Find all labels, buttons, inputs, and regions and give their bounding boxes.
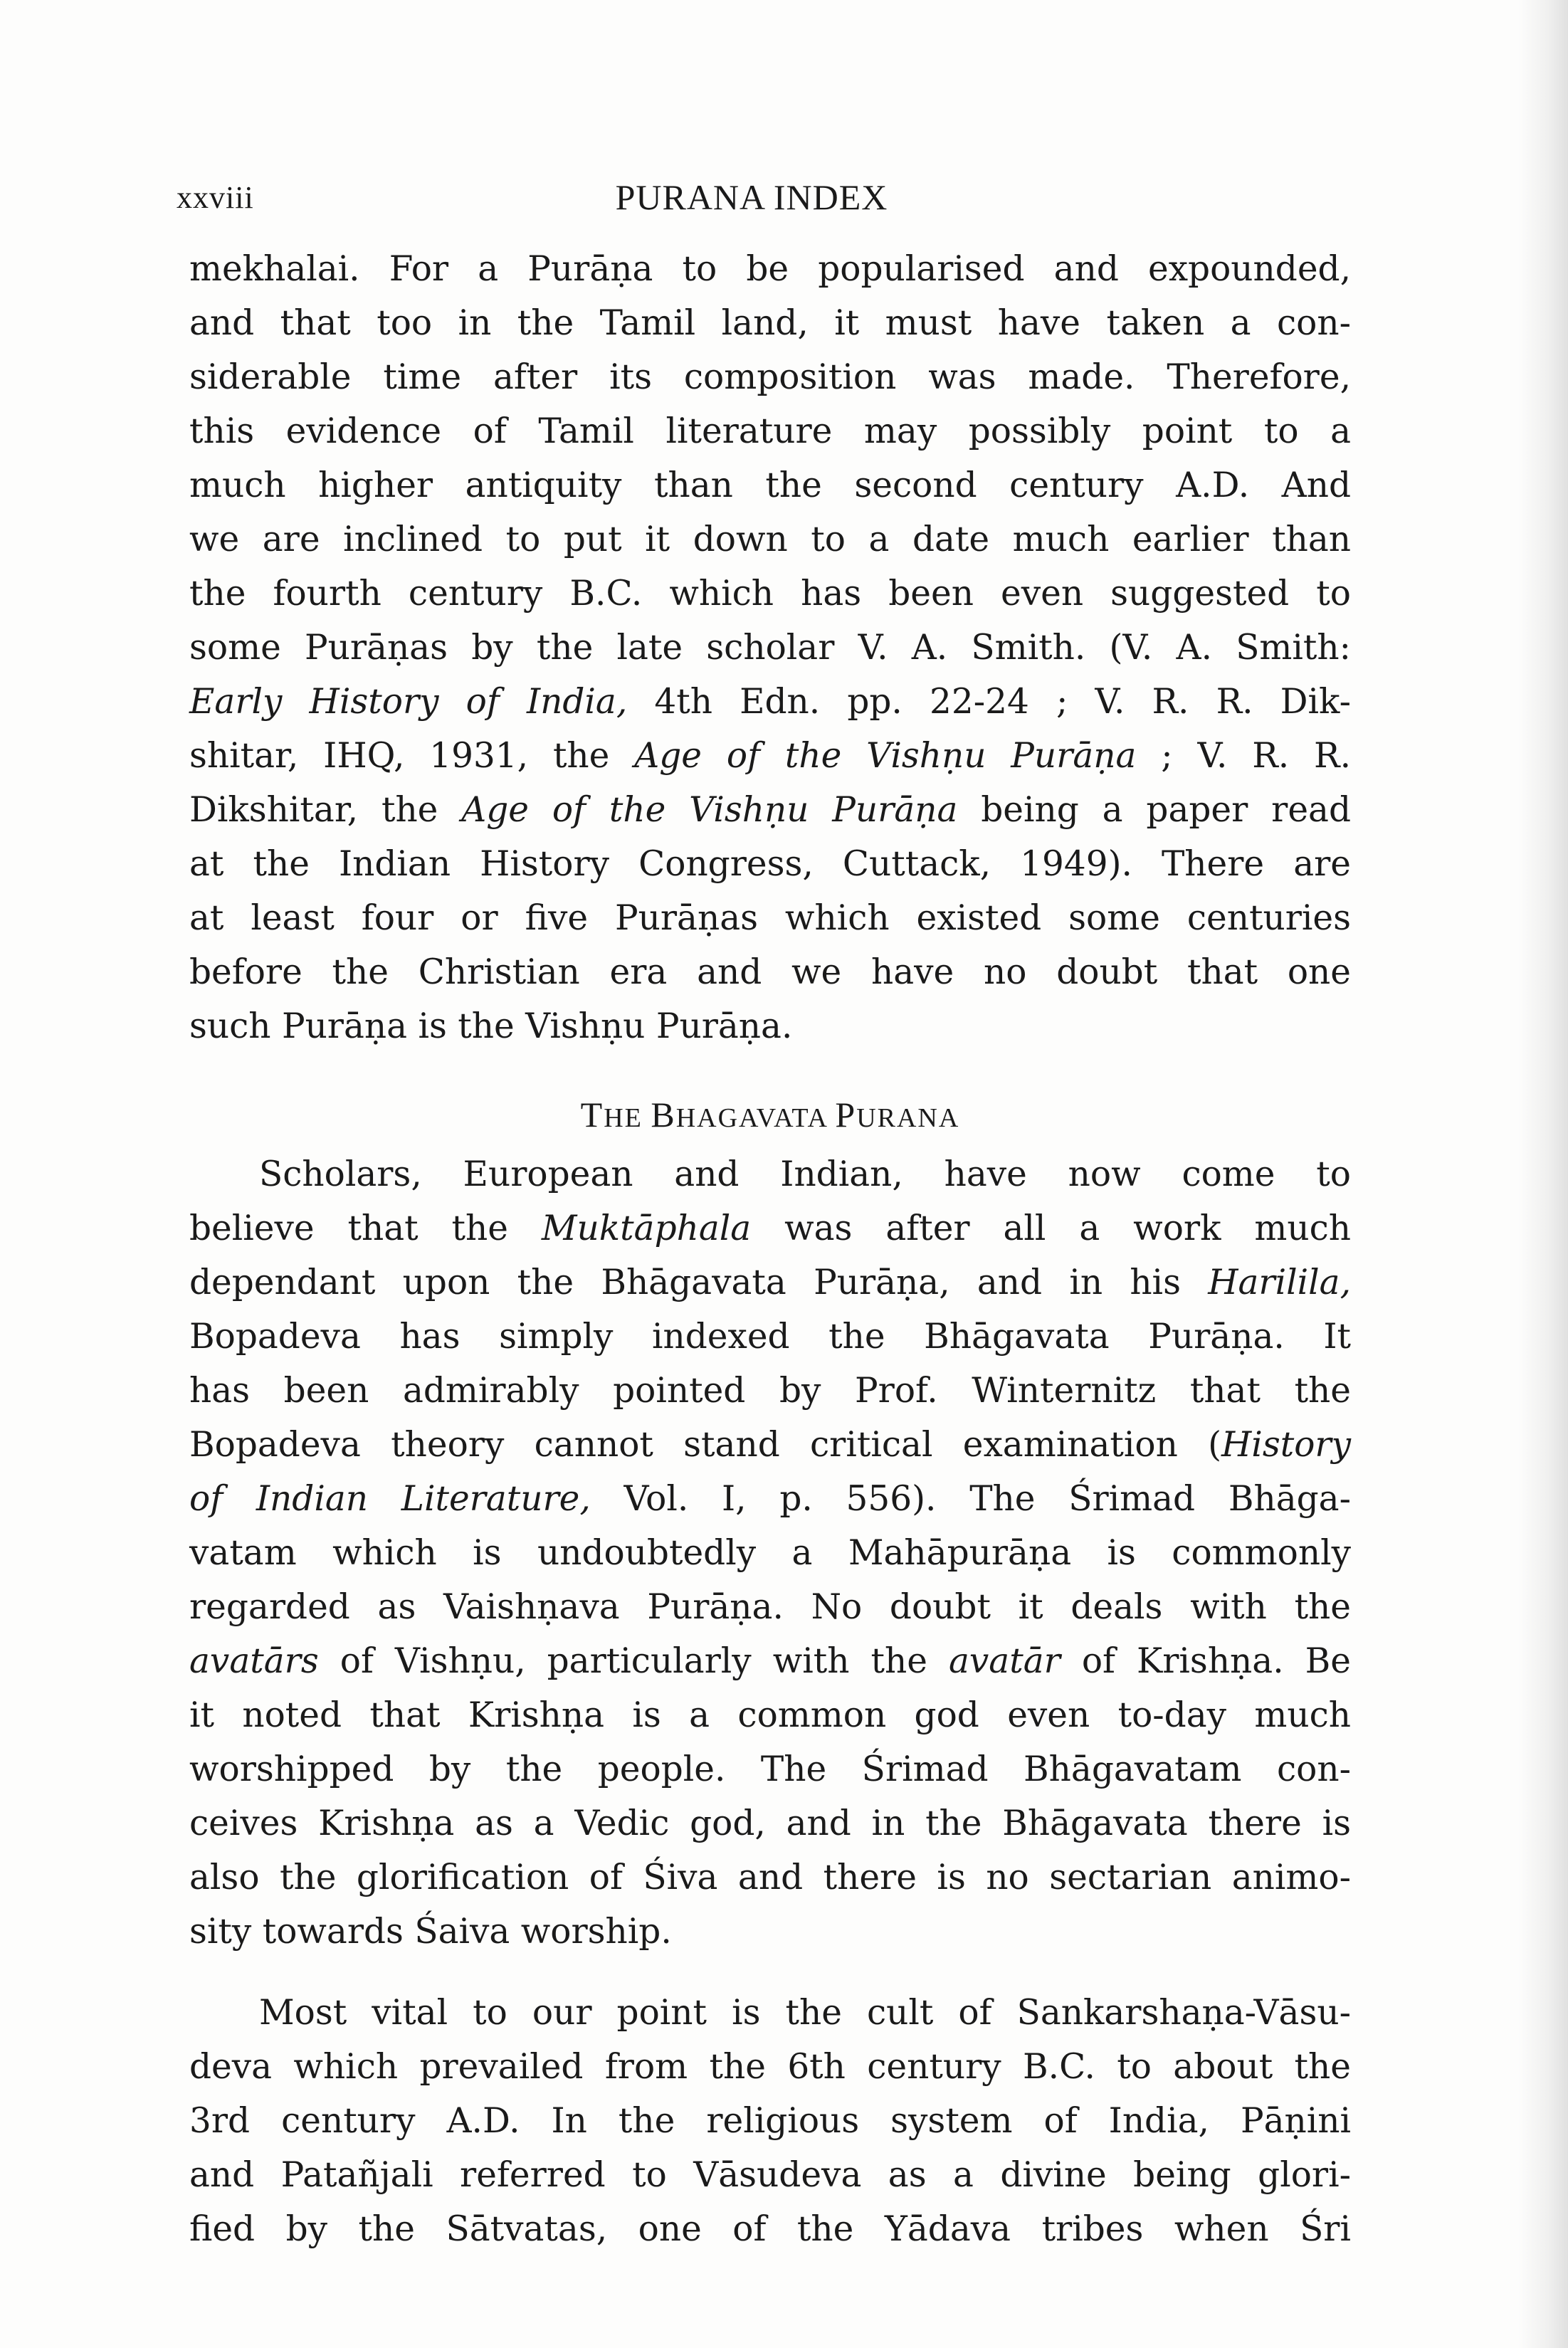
text-line: much higher antiquity than the second century A.D. And: [189, 465, 1351, 505]
text-line: fied by the Sātvatas, one of the Yādava tribes when Śri: [189, 2209, 1351, 2249]
text-span: Dikshitar, the: [189, 790, 462, 830]
text-line: Bopadeva theory cannot stand critical examination (History: [189, 1425, 1351, 1465]
italic-title: Muktāphala: [541, 1209, 752, 1248]
body-text: [189, 242, 1351, 2256]
text-line: [189, 729, 1351, 783]
text-line: of Indian Literature, Vol. I, p. 556). The Śrimad Bhāga-: [189, 1479, 1351, 1519]
text-span: 4th Edn. pp. 22-24 ; V. R. R. Dik-: [627, 682, 1351, 722]
text-line: avatārs of Vishṇu, particularly with the avatār of Krishṇa. Be: [189, 1641, 1351, 1681]
text-line: siderable time after its composition was made. Therefore,: [189, 357, 1351, 397]
text-line: regarded as Vaishṇava Purāṇa. No doubt it deals with the: [189, 1587, 1351, 1627]
text-line: it noted that Krishṇa is a common god even to-day much: [189, 1695, 1351, 1735]
text-line: before the Christian era and we have no doubt that one: [189, 952, 1351, 992]
page-number: xxviii: [177, 180, 254, 215]
text-line: 3rd century A.D. In the religious system of India, Pāṇini: [189, 2101, 1351, 2141]
text-line: [189, 783, 1351, 837]
text-line: also the glorification of Śiva and there is no sectarian animo-: [189, 1858, 1351, 1897]
text-line: deva which prevailed from the 6th century B.C. to about the: [189, 2047, 1351, 2087]
italic-term: avatār: [948, 1641, 1061, 1681]
text-line: Bopadeva has simply indexed the Bhāgavata Purāṇa. It: [189, 1317, 1351, 1357]
text-line: ceives Krishṇa as a Vedic god, and in the Bhāgavata there is: [189, 1804, 1351, 1843]
text-line: at least four or five Purāṇas which existed some centuries: [189, 898, 1351, 938]
italic-term: avatārs: [189, 1641, 319, 1681]
text-span: shitar, IHQ, 1931, the: [189, 736, 635, 776]
page-edge-shadow: [1518, 0, 1568, 2348]
text-line: some Purāṇas by the late scholar V. A. Smith. (V. A. Smith:: [189, 628, 1351, 668]
text-line: mekhalai. For a Purāṇa to be popularised and expounded,: [189, 249, 1351, 289]
text-line: at the Indian History Congress, Cuttack, 1949). There are: [189, 844, 1351, 884]
text-line: and Patañjali referred to Vāsudeva as a divine being glori-: [189, 2155, 1351, 2195]
text-line: believe that the Muktāphala was after all a work much: [189, 1209, 1351, 1248]
italic-title: Early History of India,: [189, 682, 628, 722]
text-line: vatam which is undoubtedly a Mahāpurāṇa is commonly: [189, 1533, 1351, 1573]
section-heading: THE BHAGAVATA PURANA: [580, 1095, 960, 1134]
text-line: and that too in the Tamil land, it must have taken a con-: [189, 303, 1351, 343]
text-line: worshipped by the people. The Śrimad Bhāgavatam con-: [189, 1749, 1351, 1789]
text-line: has been admirably pointed by Prof. Winternitz that the: [189, 1371, 1351, 1411]
text-line: such Purāṇa is the Vishṇu Purāṇa.: [189, 1006, 793, 1046]
text-line: sity towards Śaiva worship.: [189, 1912, 672, 1952]
italic-title: of Indian Literature,: [189, 1479, 591, 1519]
text-span: being a paper read: [957, 790, 1351, 830]
page-header: [177, 171, 1327, 228]
text-line: dependant upon the Bhāgavata Purāṇa, and in his Harilila,: [189, 1263, 1351, 1302]
text-line: we are inclined to put it down to a date much earlier than: [189, 520, 1351, 559]
italic-title: Age of the Vishṇu Purāṇa: [634, 736, 1137, 776]
text-line: [189, 675, 1351, 729]
paragraph-gap: [189, 1959, 1351, 1986]
text-line: the fourth century B.C. which has been even suggested to: [189, 574, 1351, 614]
italic-title: Harilila,: [1208, 1263, 1351, 1302]
italic-title: Age of the Vishṇu Purāṇa: [461, 790, 958, 830]
text-span: ; V. R. R.: [1136, 736, 1351, 776]
text-line: this evidence of Tamil literature may possibly point to a: [189, 411, 1351, 451]
running-title: PURANA INDEX: [615, 177, 888, 217]
italic-title: History: [1221, 1425, 1351, 1465]
text-line: Scholars, European and Indian, have now come to: [259, 1154, 1351, 1194]
text-line: Most vital to our point is the cult of Sankarshaṇa-Vāsu-: [259, 1993, 1351, 2033]
